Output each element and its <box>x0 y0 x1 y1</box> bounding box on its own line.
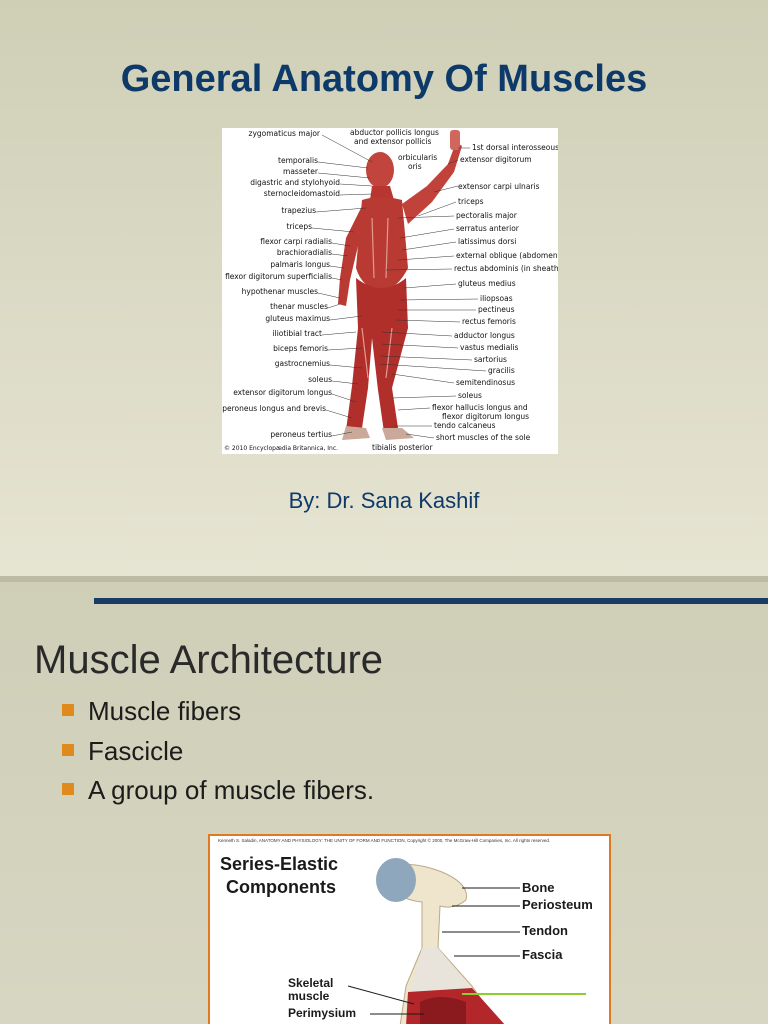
title-rule <box>94 598 768 604</box>
label-soleus-right: soleus <box>458 391 482 400</box>
label-trapezius: trapezius <box>281 206 316 215</box>
label-iliotibial-tract: iliotibial tract <box>272 329 322 338</box>
label-latissimus-dorsi: latissimus dorsi <box>458 237 517 246</box>
bullet-item: Muscle fibers <box>62 693 374 733</box>
bullet-item: A group of muscle fibers. <box>62 772 374 812</box>
label-pectineus: pectineus <box>478 305 515 314</box>
bullet-item: Fascicle <box>62 733 374 773</box>
label-peroneus-longus-brevis: peroneus longus and brevis <box>222 404 326 413</box>
slide-2-title: Muscle Architecture <box>34 638 384 682</box>
muscle-anatomy-figure <box>222 128 558 454</box>
part-label-periosteum: Periosteum <box>522 897 593 912</box>
label-oris: oris <box>408 162 422 171</box>
part-label-bone: Bone <box>522 880 555 895</box>
label-gastrocnemius: gastrocnemius <box>274 359 330 368</box>
label-hypothenar-muscles: hypothenar muscles <box>241 287 318 296</box>
slide-1-title: General Anatomy Of Muscles <box>120 58 648 100</box>
label-semitendinosus: semitendinosus <box>456 378 515 387</box>
label-extensor-pollicis: and extensor pollicis <box>354 137 432 146</box>
label-gracilis: gracilis <box>488 366 515 375</box>
figure-credit: Kenneth S. Saladin, ANATOMY AND PHYSIOLOGY: THE UNITY OF FORM AND FUNCTION, Copyright © 2000, The McGraw-Hill Companies, Inc. All rights reserved. <box>218 838 551 843</box>
author-byline: By: Dr. Sana Kashif <box>288 488 480 513</box>
label-extensor-digitorum: extensor digitorum <box>460 155 532 164</box>
label-temporalis: temporalis <box>278 156 318 165</box>
square-bullet-icon <box>62 783 74 795</box>
label-external-oblique: external oblique (abdomen) <box>456 251 558 260</box>
label-palmaris-longus: palmaris longus <box>270 260 330 269</box>
label-zygomaticus-major: zygomaticus major <box>248 129 320 138</box>
left-label-muscle: muscle <box>288 989 330 1003</box>
label-digastric: digastric and stylohyoid <box>250 178 340 187</box>
figure-copyright: © 2010 Encyclopædia Britannica, Inc. <box>224 445 339 452</box>
label-1st-dorsal-interosseous: 1st dorsal interosseous <box>472 143 558 152</box>
label-brachioradialis: brachioradialis <box>276 248 332 257</box>
label-short-muscles-sole: short muscles of the sole <box>436 433 531 442</box>
label-thenar-muscles: thenar muscles <box>270 302 328 311</box>
label-triceps-right: triceps <box>458 197 484 206</box>
part-label-tendon: Tendon <box>522 923 568 938</box>
bullet-list <box>62 693 374 812</box>
label-vastus-medialis: vastus medialis <box>460 343 519 352</box>
square-bullet-icon <box>62 744 74 756</box>
label-biceps-femoris: biceps femoris <box>273 344 328 353</box>
label-triceps-left: triceps <box>286 222 312 231</box>
left-label-perimysium: Perimysium <box>288 1006 357 1020</box>
label-flexor-digitorum-longus: flexor digitorum longus <box>442 412 530 421</box>
label-tendo-calcaneus: tendo calcaneus <box>434 421 496 430</box>
left-label-skeletal: Skeletal <box>288 976 334 990</box>
label-adductor-longus: adductor longus <box>454 331 515 340</box>
part-label-fascia: Fascia <box>522 947 563 962</box>
muscle-figure-svg <box>222 128 558 454</box>
label-soleus-left: soleus <box>308 375 332 384</box>
label-gluteus-maximus: gluteus maximus <box>265 314 330 323</box>
label-flexor-digitorum-superficialis: flexor digitorum superficialis <box>225 272 332 281</box>
label-rectus-abdominis: rectus abdominis (in sheath) <box>454 264 558 273</box>
label-flexor-carpi-radialis: flexor carpi radialis <box>260 237 332 246</box>
figure-heading-line-1: Series-Elastic <box>220 854 339 874</box>
square-bullet-icon <box>62 704 74 716</box>
label-sartorius: sartorius <box>474 355 507 364</box>
label-orbicularis: orbicularis <box>398 153 438 162</box>
label-abductor-pollicis-longus: abductor pollicis longus <box>350 128 439 137</box>
label-masseter: masseter <box>283 167 318 176</box>
figure-heading-line-2: Components <box>226 877 336 897</box>
label-serratus-anterior: serratus anterior <box>456 224 519 233</box>
label-rectus-femoris: rectus femoris <box>462 317 516 326</box>
label-pectoralis-major: pectoralis major <box>456 211 517 220</box>
label-iliopsoas: iliopsoas <box>480 294 513 303</box>
label-gluteus-medius: gluteus medius <box>458 279 516 288</box>
label-sternocleidomastoid: sternocleidomastoid <box>263 189 340 198</box>
label-flexor-hallucis-longus: flexor hallucis longus and <box>432 403 528 412</box>
label-tibialis-posterior: tibialis posterior <box>372 443 433 452</box>
series-elastic-figure <box>208 834 611 1024</box>
label-peroneus-tertius: peroneus tertius <box>270 430 332 439</box>
label-extensor-carpi-ulnaris: extensor carpi ulnaris <box>458 182 540 191</box>
label-extensor-digitorum-longus: extensor digitorum longus <box>233 388 332 397</box>
